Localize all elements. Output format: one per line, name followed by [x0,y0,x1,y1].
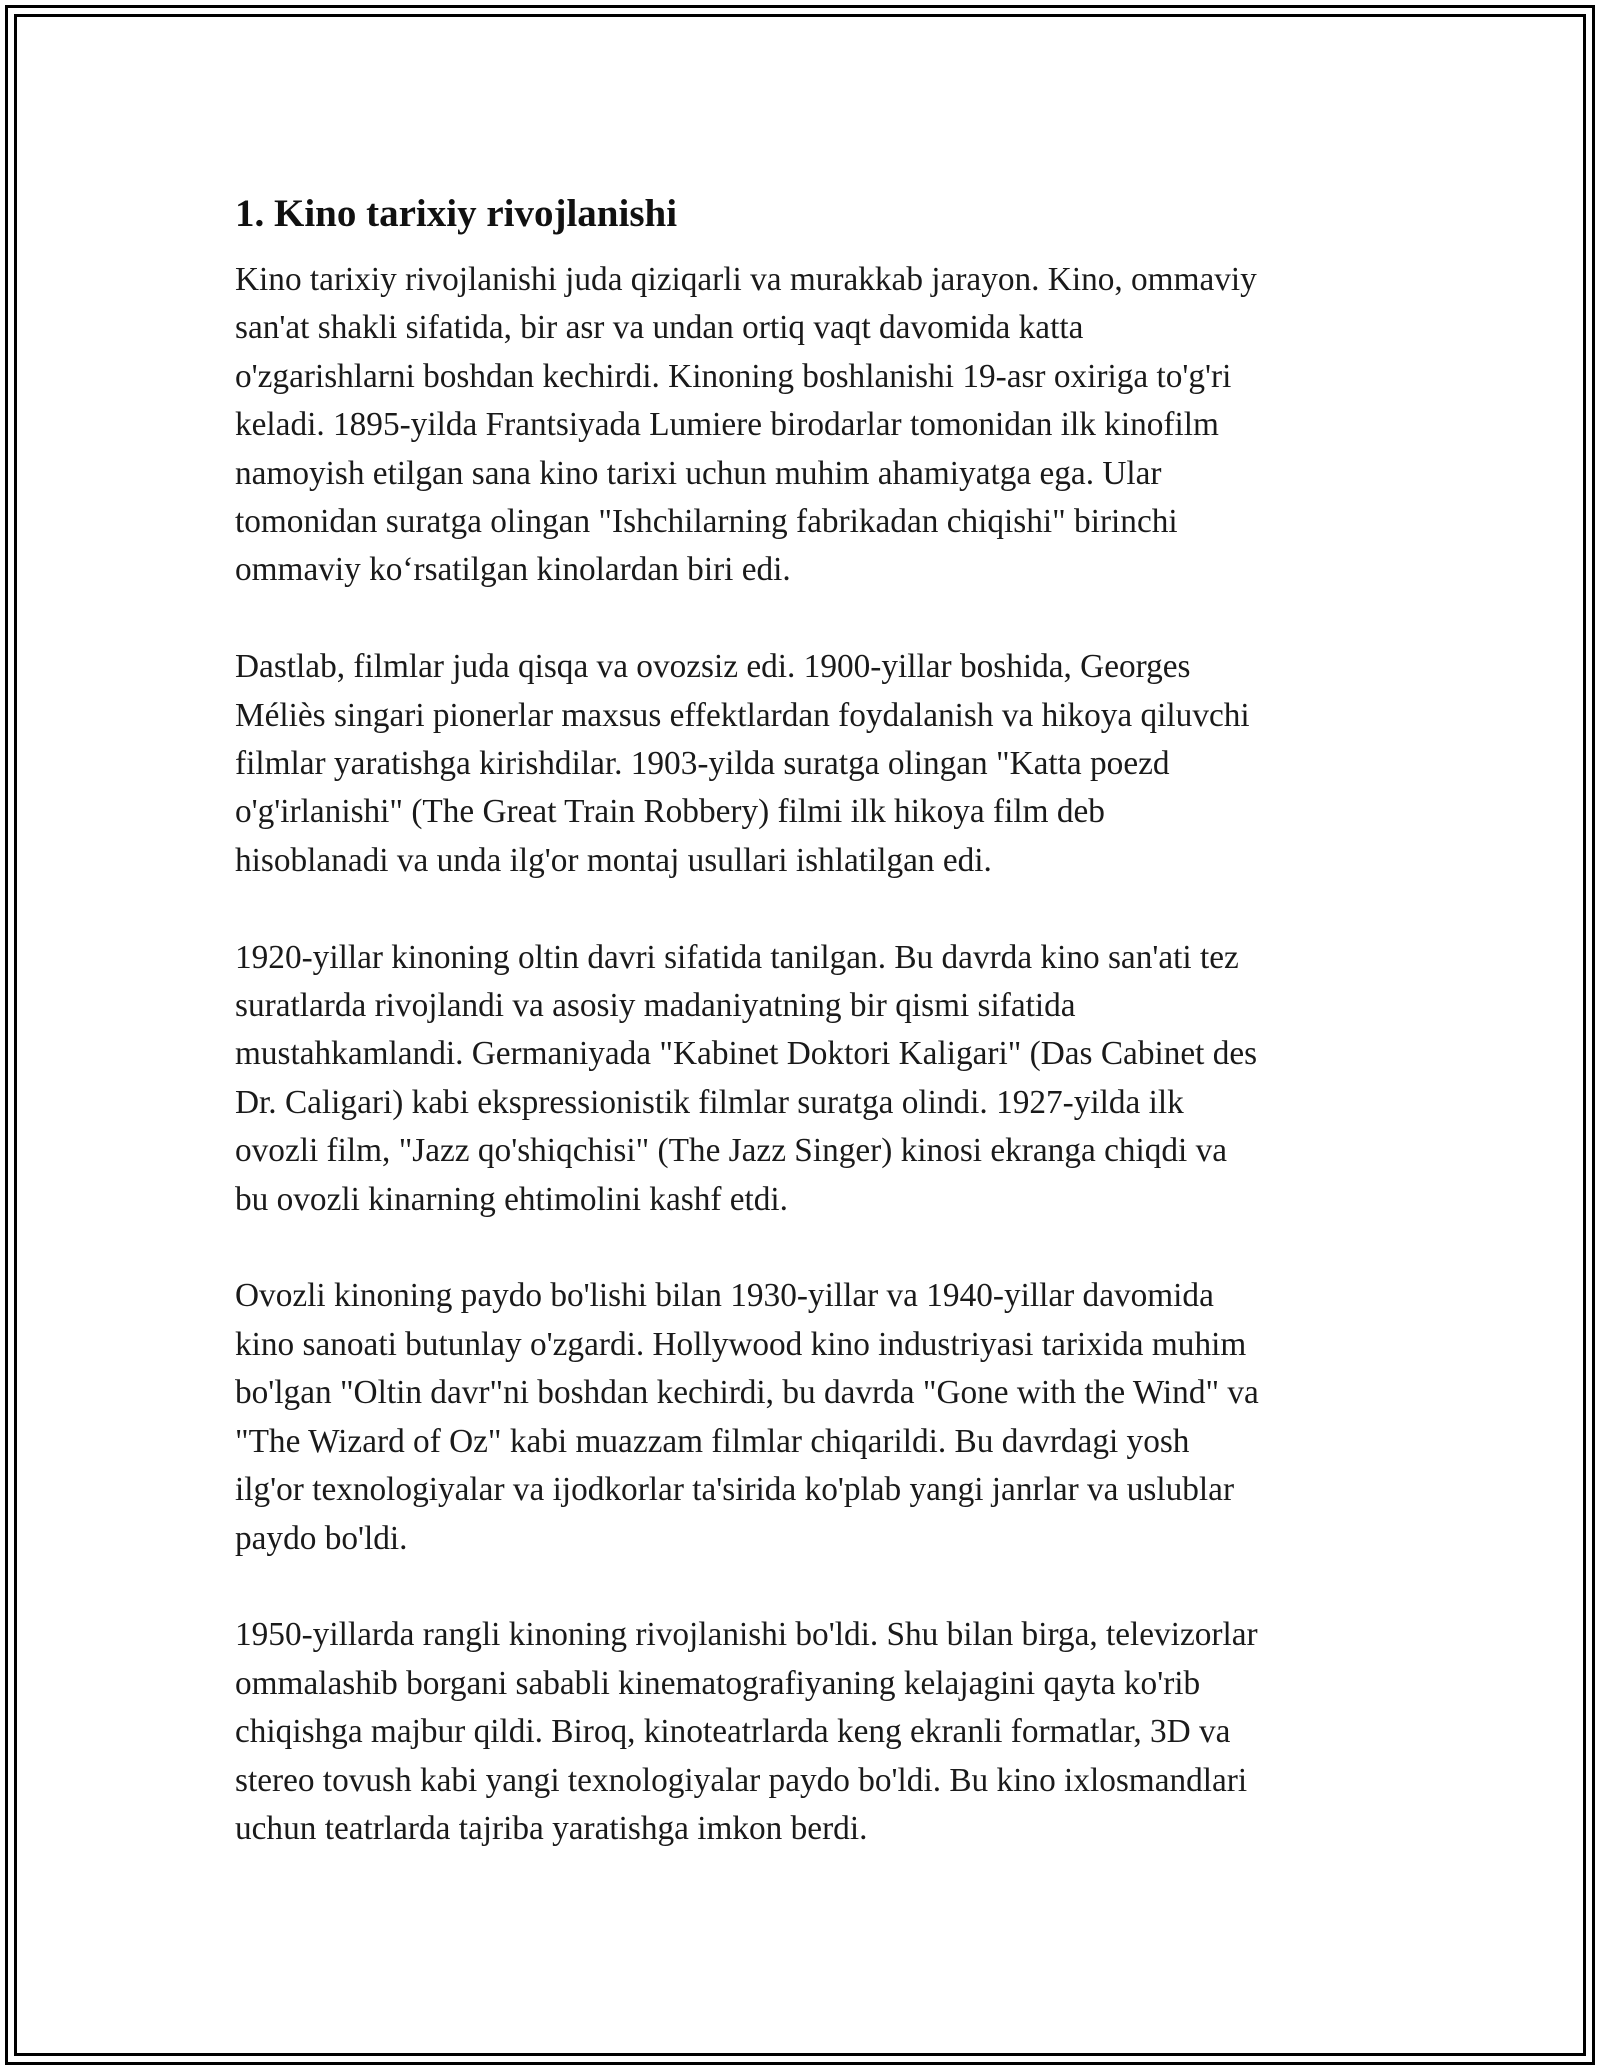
paragraph-line: Dr. Caligari) kabi ekspressionistik filmlar suratga olindi. 1927-yilda ilk [235,1083,1184,1121]
paragraph-line: Ovozli kinoning paydo bo'lishi bilan 1930-yillar va 1940-yillar davomida [235,1277,1214,1315]
paragraph-line: bu ovozli kinarning ehtimolini kashf etdi. [235,1180,789,1218]
paragraph-line: namoyish etilgan sana kino tarixi uchun muhim ahamiyatga ega. Ular [235,454,1162,492]
paragraph-line: 1950-yillarda rangli kinoning rivojlanishi bo'ldi. Shu bilan birga, televizorlar [235,1616,1258,1654]
paragraph-line: hisoblanadi va unda ilg'or montaj usullari ishlatilgan edi. [235,841,992,879]
paragraph-line: uchun teatrlarda tajriba yaratishga imkon berdi. [235,1809,868,1847]
paragraph-line: keladi. 1895-yilda Frantsiyada Lumiere birodarlar tomonidan ilk kinofilm [235,406,1219,444]
paragraph-line: 1920-yillar kinoning oltin davri sifatida tanilgan. Bu davrda kino san'ati tez [235,938,1239,976]
paragraph-line: o'zgarishlarni boshdan kechirdi. Kinoning boshlanishi 19-asr oxiriga to'g'ri [235,357,1232,395]
paragraph-line: ommaviy ko‘rsatilgan kinolardan biri edi. [235,551,791,589]
paragraph-line: Méliès singari pionerlar maxsus effektlardan foydalanish va hikoya qiluvchi [235,696,1250,734]
paragraph-line: chiqishga majbur qildi. Biroq, kinoteatrlarda keng ekranli formatlar, 3D va [235,1713,1231,1751]
paragraph-line: ilg'or texnologiyalar va ijodkorlar ta'sirida ko'plab yangi janrlar va uslublar [235,1471,1235,1509]
paragraph-line: stereo tovush kabi yangi texnologiyalar paydo bo'ldi. Bu kino ixlosmandlari [235,1761,1248,1799]
paragraph-line: o'g'irlanishi" (The Great Train Robbery) filmi ilk hikoya film deb [235,793,1105,831]
paragraph-line: kino sanoati butunlay o'zgardi. Hollywood kino industriyasi tarixida muhim [235,1325,1247,1363]
paragraph-line: Kino tarixiy rivojlanishi juda qiziqarli va murakkab jarayon. Kino, ommaviy [235,261,1257,298]
paragraph-1 [235,256,1385,595]
paragraph-line: bo'lgan "Oltin davr"ni boshdan kechirdi, bu davrda "Gone with the Wind" va [235,1374,1259,1412]
paragraph-line: mustahkamlandi. Germaniyada "Kabinet Doktori Kaligari" (Das Cabinet des [235,1035,1258,1073]
paragraph-line: tomonidan suratga olingan "Ishchilarning fabrikadan chiqishi" birinchi [235,503,1178,541]
paragraph-line: Dastlab, filmlar juda qisqa va ovozsiz edi. 1900-yillar boshida, Georges [235,648,1191,686]
paragraph-3 [235,934,1385,1224]
paragraph-line: paydo bo'ldi. [235,1519,408,1557]
paragraph-line: "The Wizard of Oz" kabi muazzam filmlar chiqarildi. Bu davrdagi yosh [235,1422,1190,1460]
paragraph-line: san'at shakli sifatida, bir asr va undan ortiq vaqt davomida katta [235,309,1084,347]
paragraph-line: suratlarda rivojlandi va asosiy madaniyatning bir qismi sifatida [235,987,1076,1025]
paragraph-line: ommalashib borgani sababli kinematografiyaning kelajagini qayta ko'rib [235,1664,1201,1702]
section-heading: 1. Kino tarixiy rivojlanishi [235,192,678,235]
paragraph-4 [235,1272,1385,1562]
paragraph-5 [235,1611,1385,1853]
paragraph-2 [235,643,1385,885]
paragraph-line: ovozli film, "Jazz qo'shiqchisi" (The Jazz Singer) kinosi ekranga chiqdi va [235,1132,1228,1170]
paragraph-line: filmlar yaratishga kirishdilar. 1903-yilda suratga olingan "Katta poezd [235,745,1170,783]
document-body [235,184,1385,1902]
